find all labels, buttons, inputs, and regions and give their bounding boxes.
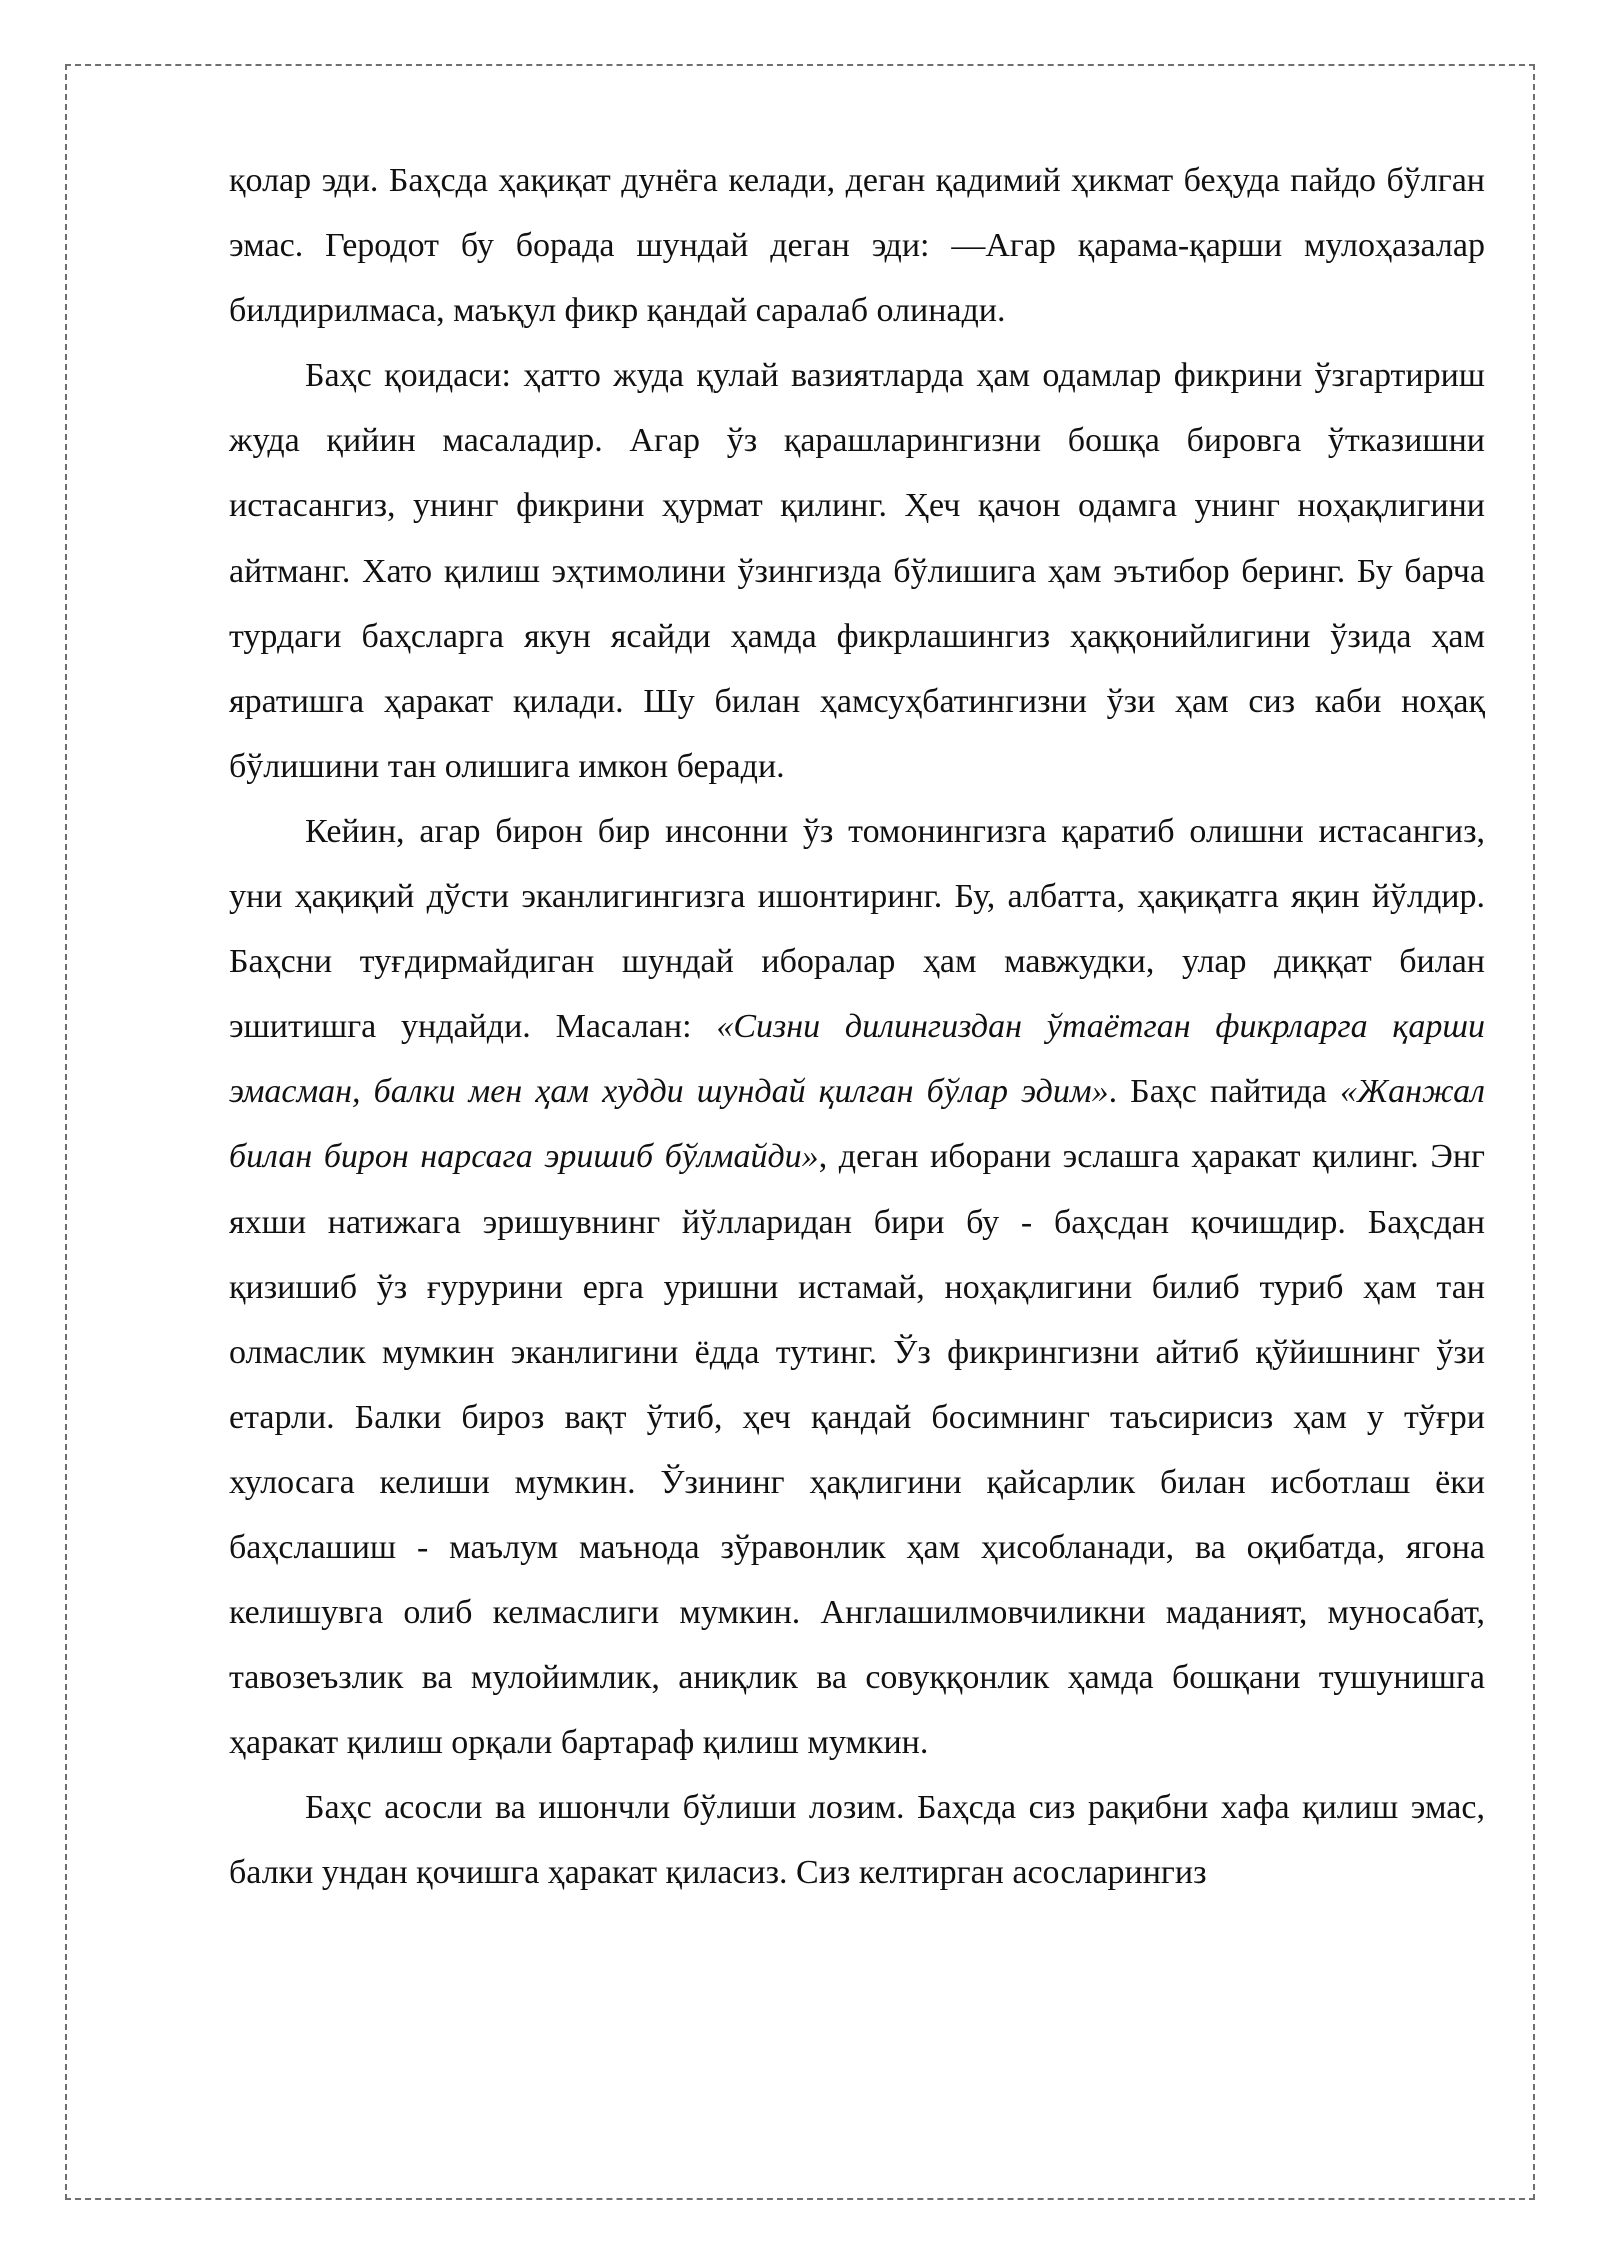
text-run: қолар эди. Баҳсда ҳақиқат дунёга келади, деган қадимий ҳикмат беҳуда пайдо бўлган эмас. Геродот бу борада шундай деган эди: —Агар қарама-қарши мулоҳазалар билдирилмаса, маъқул фикр қандай саралаб олинади.	[229, 162, 1485, 330]
paragraph	[229, 148, 1485, 343]
paragraph	[229, 799, 1485, 1775]
italic-quote: «Сизни дилингиздан ўтаётган фикрларга қарши эмасман, балки мен ҳам худди шундай қилган бўлар эдим»	[229, 1008, 1485, 1111]
italic-quote: «Жанжал билан бирон нарсага эришиб бўлмайди»	[229, 1073, 1485, 1176]
document-body	[229, 148, 1485, 1906]
text-run: Баҳс қоидаси: ҳатто жуда қулай вазиятларда ҳам одамлар фикрини ўзгартириш жуда қийин масаладир. Агар ўз қарашларингизни бошқа бировга ўтказишни истасангиз, унинг фикрини ҳурмат қилинг. Ҳеч қачон одамга унинг ноҳақлигини айтманг. Хато қилиш эҳтимолини ўзингизда бўлишига ҳам эътибор беринг. Бу барча турдаги баҳсларга якун ясайди ҳамда фикрлашингиз ҳаққонийлигини ўзида ҳам яратишга ҳаракат қилади. Шу билан ҳамсуҳбатингизни ўзи ҳам сиз каби ноҳақ бўлишини тан олишига имкон беради.	[229, 357, 1485, 785]
text-run: , деган иборани эслашга ҳаракат қилинг. Энг яхши натижага эришувнинг йўлларидан бири бу - баҳсдан қочишдир. Баҳсдан қизишиб ўз ғурурини ерга уришни истамай, ноҳақлигини билиб туриб ҳам тан олмаслик мумкин эканлигини ёдда тутинг. Ўз фикрингизни айтиб қўйишнинг ўзи етарли. Балки бироз вақт ўтиб, ҳеч қандай босимнинг таъсирисиз ҳам у тўғри хулосага келиши мумкин. Ўзининг ҳақлигини қайсарлик билан исботлаш ёки баҳслашиш - маълум маънода зўравонлик ҳам ҳисобланади, ва оқибатда, ягона келишувга олиб келмаслиги мумкин. Англашилмовчиликни маданият, муносабат, тавозеъзлик ва мулойимлик, аниқлик ва совуққонлик ҳамда бошқани тушунишга ҳаракат қилиш орқали бартараф қилиш мумкин.	[229, 1138, 1486, 1762]
paragraph	[229, 1775, 1485, 1905]
text-run: . Баҳс пайтида	[1108, 1073, 1340, 1111]
text-run: Кейин, агар бирон бир инсонни ўз томонингизга қаратиб олишни истасангиз, уни ҳақиқий дўсти эканлигингизга ишонтиринг. Бу, албатта, ҳақиқатга яқин йўлдир. Баҳсни туғдирмайдиган шундай иборалар ҳам мавжудки, улар диққат билан эшитишга ундайди. Масалан:	[229, 812, 1485, 1046]
paragraph	[229, 343, 1485, 799]
text-run: Баҳс асосли ва ишончли бўлиши лозим. Баҳсда сиз рақибни хафа қилиш эмас, балки ундан қочишга ҳаракат қиласиз. Сиз келтирган асосларингиз	[229, 1789, 1485, 1892]
